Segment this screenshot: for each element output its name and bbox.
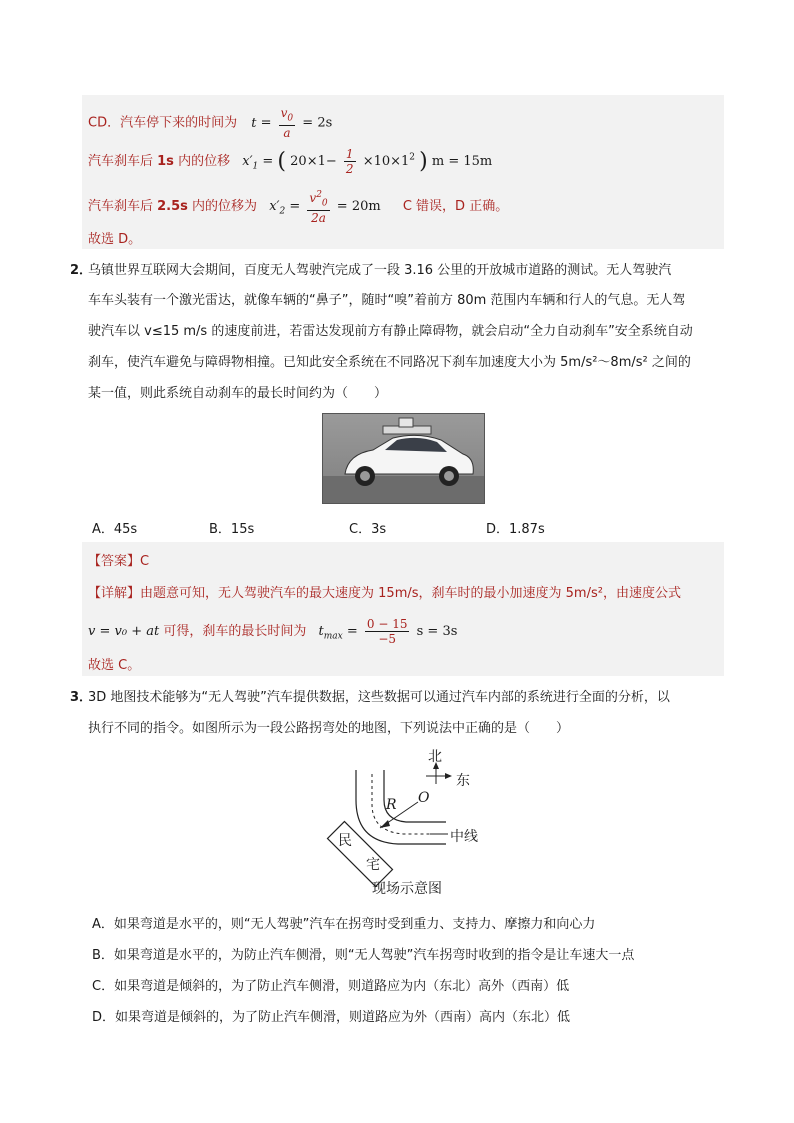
choice-text-2: 故选 C。 <box>88 658 141 673</box>
x1-exp: 2 <box>409 152 416 163</box>
x2-label-bold: 2.5s <box>157 199 188 215</box>
question3-line-1: 3D 地图技术能够为“无人驾驶”汽车提供数据，这些数据可以通过汽车内部的系统进行全面的分析，以 <box>88 690 670 705</box>
frac-den: a <box>283 126 291 141</box>
formula-follow: 可得，刹车的最长时间为 <box>163 624 307 639</box>
x2-num-sup: 2 <box>316 190 322 200</box>
eq-result: = 2s <box>302 115 333 131</box>
figure-caption: 现场示意图 <box>372 881 442 897</box>
question2-option-c: C．3s <box>349 522 387 537</box>
tmax-num: 0 − 15 <box>366 617 408 631</box>
question3-number: 3． <box>70 690 93 705</box>
house-label-2: 宅 <box>366 857 380 873</box>
question3-option-c: C．如果弯道是倾斜的，为了防止汽车侧滑，则道路应为内（东北）高外（西南）低 <box>92 979 570 994</box>
road-outer-edge <box>356 770 446 844</box>
answer-label: 【答案】 <box>88 554 141 569</box>
x2-fraction <box>307 188 329 225</box>
solution1-cd-line: CD．汽车停下来的时间为 t = $\frac{v_0}{a}$ = 2s <box>88 106 333 141</box>
car-photo <box>322 413 485 504</box>
x2-label-post: 内的位移为 <box>187 199 258 215</box>
choice-text: 故选 D。 <box>88 232 142 247</box>
x2-label-pre: 汽车刹车后 <box>88 199 158 215</box>
eq-t-var: t <box>251 115 257 131</box>
x1-label-post: 内的位移 <box>173 154 231 169</box>
road-inner-edge <box>384 770 446 822</box>
question3-option-b: B．如果弯道是水平的，为防止汽车侧滑，则“无人驾驶”汽车拐弯时收到的指令是让车速大一点 <box>92 948 635 963</box>
detail-label: 【详解】 <box>88 586 141 601</box>
question2-line-2: 车车头装有一个激光雷达，就像车辆的“鼻子”，随时“嗅”着前方 80m 范围内车辆和行人的气息。无人驾 <box>88 293 686 308</box>
x1-var: x <box>242 154 250 169</box>
question3-option-a: A．如果弯道是水平的，则“无人驾驶”汽车在拐弯时受到重力、支持力、摩擦力和向心力 <box>92 917 596 932</box>
solution2-detail <box>88 582 681 601</box>
half-num: 1 <box>345 147 354 161</box>
x1-expr-post: ×10×1 <box>362 154 410 169</box>
radius-label: R <box>386 797 397 813</box>
x2-conclusion: C 错误，D 正确。 <box>402 199 509 215</box>
x2-result: = 20m <box>336 199 381 215</box>
formula-text: v = v₀ + at <box>88 624 160 639</box>
x1-expr-pre: 20×1− <box>290 154 337 169</box>
car-illustration <box>323 414 484 503</box>
x2-num: v <box>309 191 317 205</box>
solution2-answer <box>88 550 149 569</box>
compass-east-label: 东 <box>456 773 470 789</box>
solution2-formula: v = v₀ + at 可得，刹车的最长时间为 $t_{max}$ = $\frac{0 - 15}{-5}$ s = 3s <box>88 617 458 646</box>
x2-den: 2a <box>311 211 326 226</box>
question2-line-5: 某一值，则此系统自动刹车的最长时间约为（ ） <box>88 386 388 401</box>
question2-line-3: 驶汽车以 v≤15 m/s 的速度前进，若雷达发现前方有静止障碍物，就会启动“全力自动刹车”安全系统自动 <box>88 324 693 339</box>
question2-line-4: 刹车，使汽车避免与障碍物相撞。已知此安全系统在不同路况下刹车加速度大小为 5m/s²～8m/s² 之间的 <box>88 355 691 370</box>
x2-num-sub: 0 <box>321 198 328 209</box>
radius-arrowhead <box>380 820 390 828</box>
detail-text: 由题意可知，无人驾驶汽车的最大速度为 15m/s，刹车时的最小加速度为 5m/s²，由速度公式 <box>140 586 681 601</box>
tmax-den: −5 <box>378 632 397 646</box>
question3-option-d: D．如果弯道是倾斜的，为了防止汽车侧滑，则道路应为外（西南）高内（东北）低 <box>92 1010 571 1025</box>
x2-var: x <box>269 199 277 215</box>
center-label: O <box>418 790 430 806</box>
question3-line-2: 执行不同的指令。如图所示为一段公路拐弯处的地图，下列说法中正确的是（ ） <box>88 721 570 736</box>
tmax-fraction <box>365 617 410 646</box>
eq-fraction-v0-a <box>279 106 296 140</box>
solution1-x2-line: 汽车刹车后 2.5s 内的位移为 $x'_2$ = $\frac{v^2_0}{2a}$ = 20m C 错误，D 正确。 <box>88 190 509 226</box>
house-label-1: 民 <box>338 833 352 849</box>
question2-option-b: B．15s <box>209 522 255 537</box>
question2-line-1: 乌镇世界互联网大会期间，百度无人驾驶汽完成了一段 3.16 公里的开放城市道路的测试。无人驾驶汽 <box>88 263 672 278</box>
x1-result: m = 15m <box>431 154 493 169</box>
x1-half-fraction <box>344 147 356 176</box>
tmax-sub: max <box>323 631 343 642</box>
answer-value: C <box>140 554 150 569</box>
x2-sub: 2 <box>279 206 286 217</box>
x1-sub: 1 <box>252 161 259 172</box>
east-arrowhead <box>445 773 452 779</box>
x1-label-pre: 汽车刹车后 <box>88 154 158 169</box>
question2-option-d: D．1.87s <box>486 522 545 537</box>
cd-label: CD．汽车停下来的时间为 <box>88 115 238 131</box>
frac-num-sub: 0 <box>287 113 294 124</box>
x1-label-bold: 1s <box>157 154 174 169</box>
solution1-x1-line: 汽车刹车后 1s 内的位移 $x'_1$ = ( 20×1− $\frac{1}{2}$ $\times 10\times 1^2$ ) m = 15m <box>88 147 493 176</box>
compass-north-label: 北 <box>428 749 442 765</box>
frac-num: v <box>280 106 288 120</box>
question2-option-a: A．45s <box>92 522 138 537</box>
tmax-var: t <box>318 624 324 639</box>
solution1-choice <box>88 228 141 247</box>
question2-number: 2． <box>70 263 93 278</box>
solution2-choice <box>88 654 140 673</box>
tmax-result: s = 3s <box>416 624 458 639</box>
centerline-label: 中线 <box>450 829 478 845</box>
half-den: 2 <box>345 162 354 176</box>
solution-box-2 <box>82 542 724 676</box>
